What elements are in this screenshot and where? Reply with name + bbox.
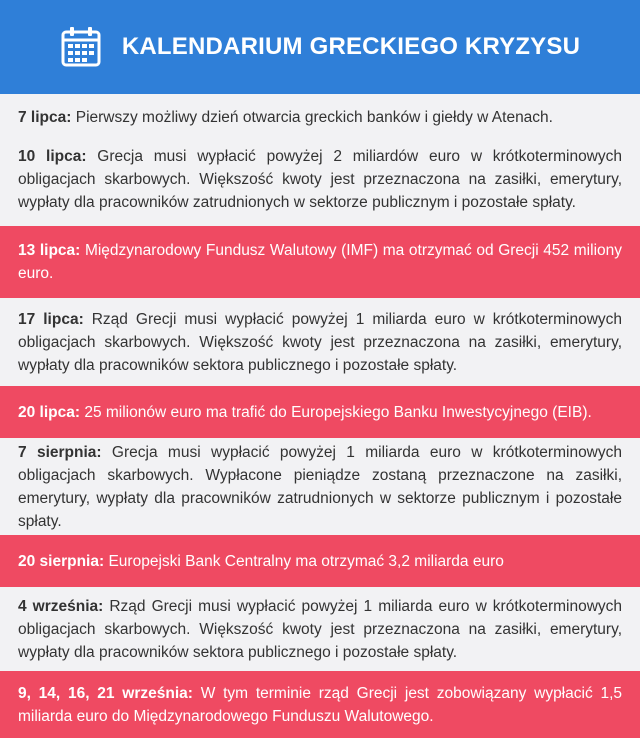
timeline-block-highlight <box>0 671 640 738</box>
timeline-entry <box>18 682 622 728</box>
entry-date: 13 lipca: <box>18 242 81 259</box>
entry-date: 17 lipca: <box>18 310 84 328</box>
calendar-icon <box>60 26 102 68</box>
entry-text: 25 milionów euro ma trafić do Europejskiego Banku Inwestycyjnego (EIB). <box>80 403 592 421</box>
header-banner <box>0 0 640 94</box>
entry-text: Grecja musi wypłacić powyżej 1 miliarda euro w krótkoterminowych obligacjach skarbowych. Wypłacone pieniądze zostaną przeznaczone na zasiłki, emerytury, wypłaty dla pracowników zatrudnionych w sektorze publicznym i pozostałe spłaty. <box>18 443 623 530</box>
entry-date: 10 lipca: <box>18 148 87 165</box>
entry-text: Rząd Grecji musi wypłacić powyżej 1 miliarda euro w krótkoterminowych obligacjach skarbowych. Większość kwoty jest przeznaczona na zasiłki, emerytury, wypłaty dla pracowników sektora publicznego i pozostałe spłaty. <box>18 597 623 661</box>
timeline-entry <box>18 441 622 533</box>
timeline-entry <box>18 239 622 285</box>
entry-date: 4 września: <box>18 597 104 615</box>
timeline-block <box>0 587 640 671</box>
timeline-entry <box>18 308 622 377</box>
entry-text: Międzynarodowy Fundusz Walutowy (IMF) ma otrzymać od Grecji 452 miliony euro. <box>18 242 623 282</box>
timeline-block <box>0 438 640 535</box>
entry-date: 9, 14, 16, 21 września: <box>18 684 193 702</box>
entry-text: Rząd Grecji musi wypłacić powyżej 1 miliarda euro w krótkoterminowych obligacjach skarbowych. Większość kwoty jest przeznaczona na zasiłki, emerytury, wypłaty dla pracowników sektora publicznego i pozostałe spłaty. <box>18 310 623 374</box>
entry-text: Grecja musi wypłacić powyżej 2 miliardów euro w krótkoterminowych obligacjach skarbowych. Większość kwoty jest przeznaczona na zasiłki, emerytury, wypłaty dla pracowników zatrudnionych w sektorze publicznym i pozostałe spłaty. <box>18 148 622 211</box>
timeline-block-highlight <box>0 535 640 587</box>
timeline-entry <box>18 145 622 214</box>
entry-date: 7 sierpnia: <box>18 443 102 461</box>
timeline-block <box>0 298 640 386</box>
timeline-block-highlight <box>0 386 640 438</box>
timeline-block-highlight <box>0 226 640 298</box>
entry-text: Europejski Bank Centralny ma otrzymać 3,2 miliarda euro <box>104 552 504 570</box>
timeline-entry <box>18 106 622 129</box>
page-title: KALENDARIUM GRECKIEGO KRYZYSU <box>121 33 581 60</box>
timeline-entry <box>18 401 622 424</box>
entry-text: Pierwszy możliwy dzień otwarcia greckich banków i giełdy w Atenach. <box>71 109 553 126</box>
entry-date: 7 lipca: <box>18 109 72 126</box>
entry-date: 20 sierpnia: <box>18 552 105 570</box>
timeline-block-july-early <box>0 94 640 226</box>
entry-text: W tym terminie rząd Grecji jest zobowiązany wypłacić 1,5 miliarda euro do Międzynarodowego Funduszu Walutowego. <box>18 684 623 725</box>
timeline-entry <box>18 550 622 573</box>
entry-date: 20 lipca: <box>18 403 81 421</box>
timeline-entry <box>18 595 622 664</box>
